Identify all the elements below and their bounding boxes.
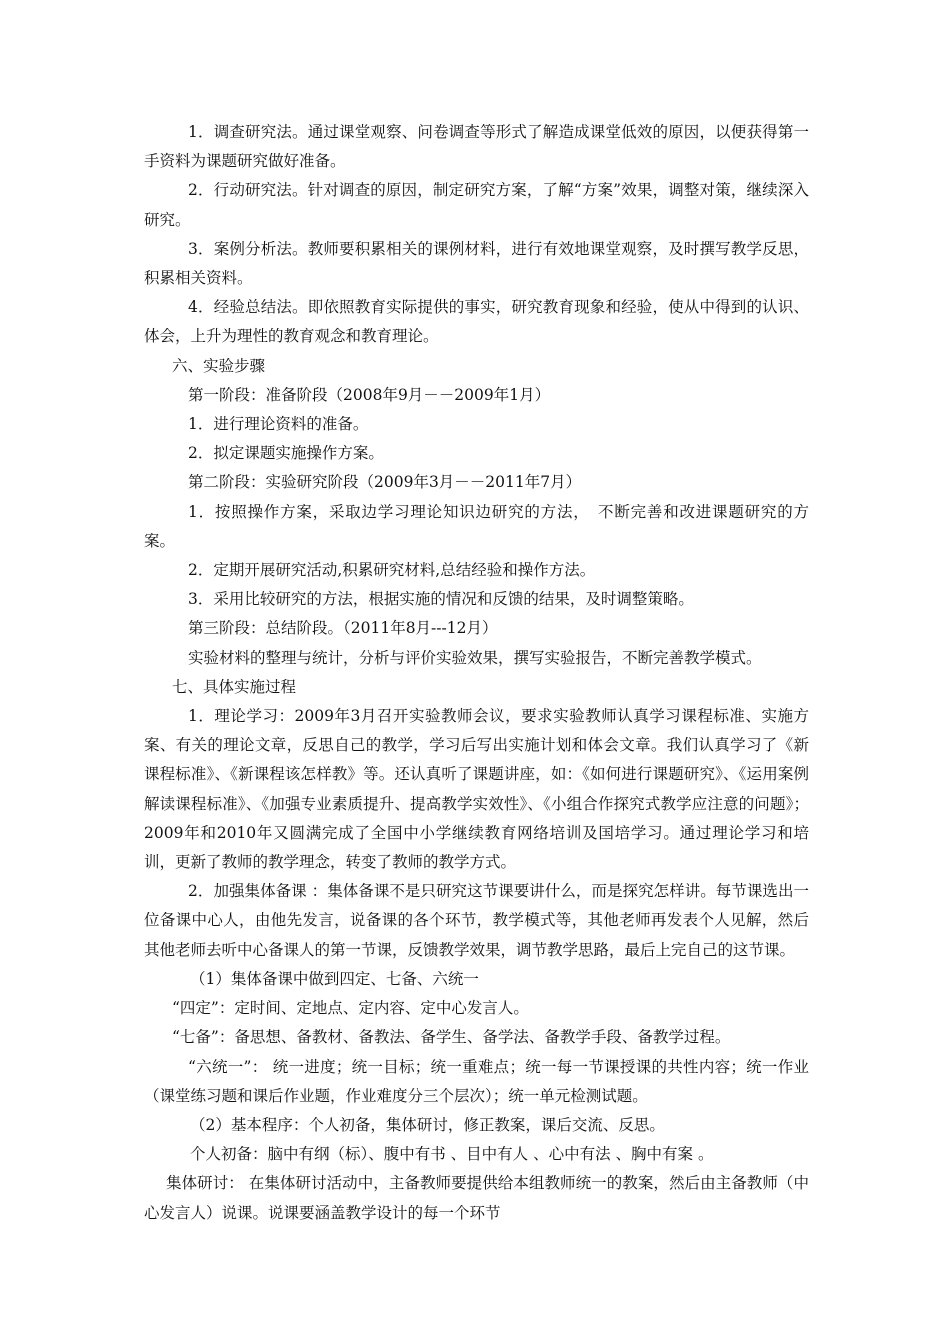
paragraph-qi-bei: “七备”：备思想、备教材、备教法、备学生、备学法、备教学手段、备教学过程。 xyxy=(172,1028,731,1047)
section-heading-6: 六、实验步骤 xyxy=(172,356,266,375)
section-heading-7: 七、具体实施过程 xyxy=(172,677,297,696)
paragraph-collective-prep: 2．加强集体备课 ：集体备课不是只研究这节课要讲什么，而是探究怎样讲。每节课选出一位备课中心人，由他先发言，说备课的各个环节，教学模式等，其他老师再发表个人见解，然后其他老师去听中心备课人的第一节课，反馈教学效果，调节教学思路，最后上完自己的这节课。 xyxy=(144,882,809,959)
paragraph-collective-discussion: 集体研讨： 在集体研讨活动中，主备教师要提供给本组教师统一的教案，然后由主备教师（中心发言人）说课。说课要涵盖教学设计的每一个环节 xyxy=(144,1174,809,1222)
stage-3-heading: 第三阶段：总结阶段。（2011年8月---12月） xyxy=(188,619,498,638)
stage-2-item-1: 1．按照操作方案，采取边学习理论知识边研究的方法， 不断完善和改进课题研究的方案。 xyxy=(144,502,809,550)
stage-3-text: 实验材料的整理与统计，分析与评价实验效果，撰写实验报告，不断完善教学模式。 xyxy=(188,648,762,667)
stage-2-item-2: 2．定期开展研究活动,积累研究材料,总结经验和操作方法。 xyxy=(188,561,596,580)
paragraph-method-2: 2．行动研究法。针对调查的原因，制定研究方案，了解“方案”效果，调整对策，继续深入研究。 xyxy=(144,181,809,229)
paragraph-individual-prep: 个人初备：脑中有纲（标）、腹中有书 、目中有人 、心中有法 、胸中有案 。 xyxy=(190,1145,714,1164)
subheading-four-seven-six: （1）集体备课中做到四定、七备、六统一 xyxy=(190,969,479,988)
paragraph-method-4: 4．经验总结法。即依照教育实际提供的事实，研究教育现象和经验，使从中得到的认识、体会，上升为理性的教育观念和教育理论。 xyxy=(144,298,809,346)
stage-1-item-2: 2．拟定课题实施操作方案。 xyxy=(188,444,384,463)
paragraph-theory-study: 1．理论学习：2009年3月召开实验教师会议，要求实验教师认真学习课程标准、实施方案、有关的理论文章，反思自己的教学，学习后写出实施计划和体会文章。我们认真学习了《新课程标准》、《新课程该怎样教》等。还认真听了课题讲座，如：《如何进行课题研究》、《运用案例解读课程标准》、《加强专业素质提升、提高教学实效性》、《小组合作探究式教学应注意的问题》；2009年和2010年又圆满完成了全国中小学继续教育网络培训及国培学习。通过理论学习和培训，更新了教师的教学理念，转变了教师的教学方式。 xyxy=(144,707,809,872)
stage-1-item-1: 1．进行理论资料的准备。 xyxy=(188,415,369,434)
paragraph-liu-tongyi: “六统一”： 统一进度；统一目标；统一重难点；统一每一节课授课的共性内容；统一作业（课堂练习题和课后作业题，作业难度分三个层次）；统一单元检测试题。 xyxy=(144,1057,809,1105)
stage-2-item-3: 3．采用比较研究的方法，根据实施的情况和反馈的结果，及时调整策略。 xyxy=(188,590,694,609)
stage-1-heading: 第一阶段：准备阶段（2008年9月－－2009年1月） xyxy=(188,385,551,404)
subheading-basic-procedure: （2）基本程序：个人初备，集体研讨，修正教案，课后交流、反思。 xyxy=(190,1115,665,1134)
paragraph-method-3: 3．案例分析法。教师要积累相关的课例材料，进行有效地课堂观察，及时撰写教学反思，积累相关资料。 xyxy=(144,239,809,288)
paragraph-method-1: 1．调查研究法。通过课堂观察、问卷调查等形式了解造成课堂低效的原因，以便获得第一手资料为课题研究做好准备。 xyxy=(144,123,809,171)
stage-2-heading: 第二阶段：实验研究阶段（2009年3月－－2011年7月） xyxy=(188,473,582,492)
document-body xyxy=(144,118,809,1228)
paragraph-si-ding: “四定”：定时间、定地点、定内容、定中心发言人。 xyxy=(172,999,529,1018)
